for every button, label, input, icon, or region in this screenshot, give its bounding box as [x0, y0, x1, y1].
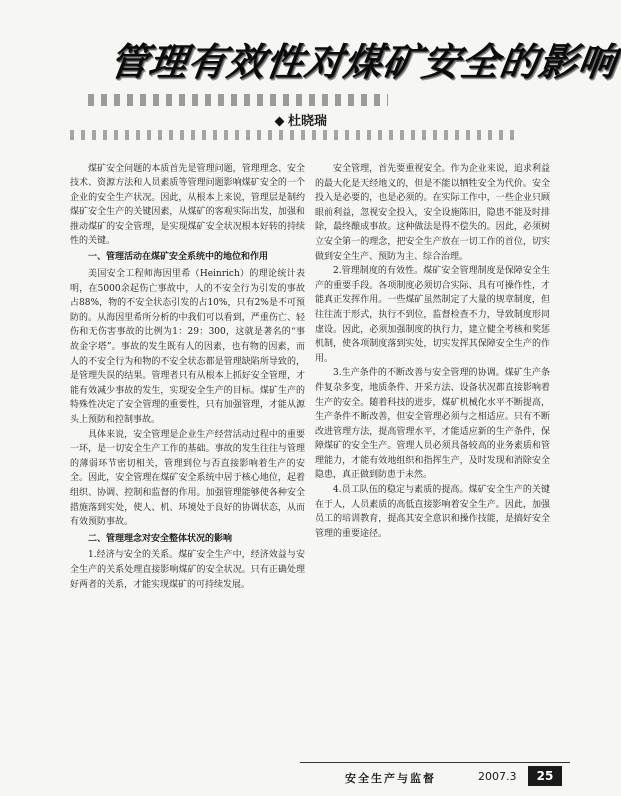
- left-column: [70, 162, 305, 764]
- body-paragraph: 安全管理，首先要重视安全。作为企业来说，追求利益的最大化是天经地义的，但是不能以牺牲安全为代价。安全投入是必要的，也是必须的。在实际工作中，一些企业只顾眼前利益，忽视安全投入，安全设施陈旧，隐患不能及时排除，最终酿成事故。这种做法是得不偿失的。因此，必须树立安全第一的理念，把安全生产放在一切工作的首位，切实做到安全生产、预防为主、综合治理。: [315, 164, 550, 262]
- abstract: 煤矿安全问题的本质首先是管理问题，管理理念、安全技术、资源方法和人员素质等管理问题影响煤矿安全的一个企业的安全生产状况。因此，从根本上来说，管理层是制约煤矿安全生产的关键因素，从煤矿的客观实际出发，加强和推动煤矿的安全管理，是实现煤矿安全状况根本好转的持续性的关键。: [70, 164, 305, 247]
- page-footer: [300, 766, 570, 788]
- body-paragraph: 1.经济与安全的关系。煤矿安全生产中，经济效益与安全生产的关系处理直接影响煤矿的安全状况。只有正确处理好两者的关系，才能实现煤矿的可持续发展。: [70, 550, 305, 590]
- title-decoration: [88, 94, 388, 106]
- page-number: 25: [528, 766, 562, 786]
- body-paragraph: 3.生产条件的不断改善与安全管理的协调。煤矿生产条件复杂多变，地质条件、开采方法、设备状况都直接影响着生产的安全。随着科技的进步，煤矿机械化水平不断提高，生产条件不断改善，但安全管理必须与之相适应。只有不断改进管理方法，提高管理水平，才能适应新的生产条件，保障煤矿的安全生产。管理人员必须具备较高的业务素质和管理能力，才能有效地组织和指挥生产，及时发现和消除安全隐患，真正做到防患于未然。: [315, 368, 550, 481]
- section-heading: 二、管理理念对安全整体状况的影响: [88, 533, 233, 544]
- diamond-icon: [275, 117, 285, 127]
- body-paragraph: 美国安全工程师海因里希（Heinrich）的理论统计表明，在5000余起伤亡事故中，人的不安全行为引发的事故占88%，物的不安全状态引发的占10%，只有2%是不可预防的。从海因里希所分析的中我们可以看到，严重伤亡、轻伤和无伤害事故的比例为1：29：300，这就是著名的“事故金字塔”。事故的发生既有人的因素，也有物的因素，而人的不安全行为和物的不安全状态都是管理缺陷所导致的，是管理失误的结果。管理者只有从根本上抓好安全管理，才能有效减少事故的发生，实现安全生产的目标。煤矿生产的特殊性决定了安全管理的重要性，只有加强管理，才能从源头上预防和控制事故。: [70, 269, 305, 425]
- subtitle-decoration: [70, 130, 520, 140]
- right-column: [315, 162, 550, 774]
- body-paragraph: 4.员工队伍的稳定与素质的提高。煤矿安全生产的关键在于人，人员素质的高低直接影响着安全生产。因此，加强员工的培训教育，提高其安全意识和操作技能，是搞好安全管理的重要途径。: [315, 485, 550, 539]
- footer-rule: [300, 762, 570, 763]
- article-title: 管理有效性对煤矿安全的影响: [106, 40, 621, 84]
- section-heading: 一、管理活动在煤矿安全系统中的地位和作用: [88, 252, 269, 263]
- journal-name: 安全生产与监督: [345, 772, 436, 785]
- author-line: [276, 110, 327, 129]
- body-paragraph: 具体来说，安全管理是企业生产经营活动过程中的重要一环，是一切安全生产工作的基础。事故的发生往往与管理的薄弱环节密切相关，管理到位与否直接影响着生产的安全。因此，安全管理在煤矿安全系统中居于核心地位，起着组织、协调、控制和监督的作用。加强管理能够使各种安全措施落到实处，使人、机、环境处于良好的协调状态，从而有效预防事故。: [70, 429, 305, 528]
- body-paragraph: 2.管理制度的有效性。煤矿安全管理制度是保障安全生产的重要手段。各项制度必须切合实际、具有可操作性，才能真正发挥作用。一些煤矿虽然制定了大量的规章制度，但往往流于形式，执行不到位，监督检查不力，导致制度形同虚设。因此，必须加强制度的执行力，建立健全考核和奖惩机制，使各项制度落到实处，切实发挥其保障安全生产的作用。: [315, 266, 550, 364]
- journal-issue: 2007.3: [478, 770, 517, 783]
- author-name: 杜晓瑞: [288, 114, 328, 129]
